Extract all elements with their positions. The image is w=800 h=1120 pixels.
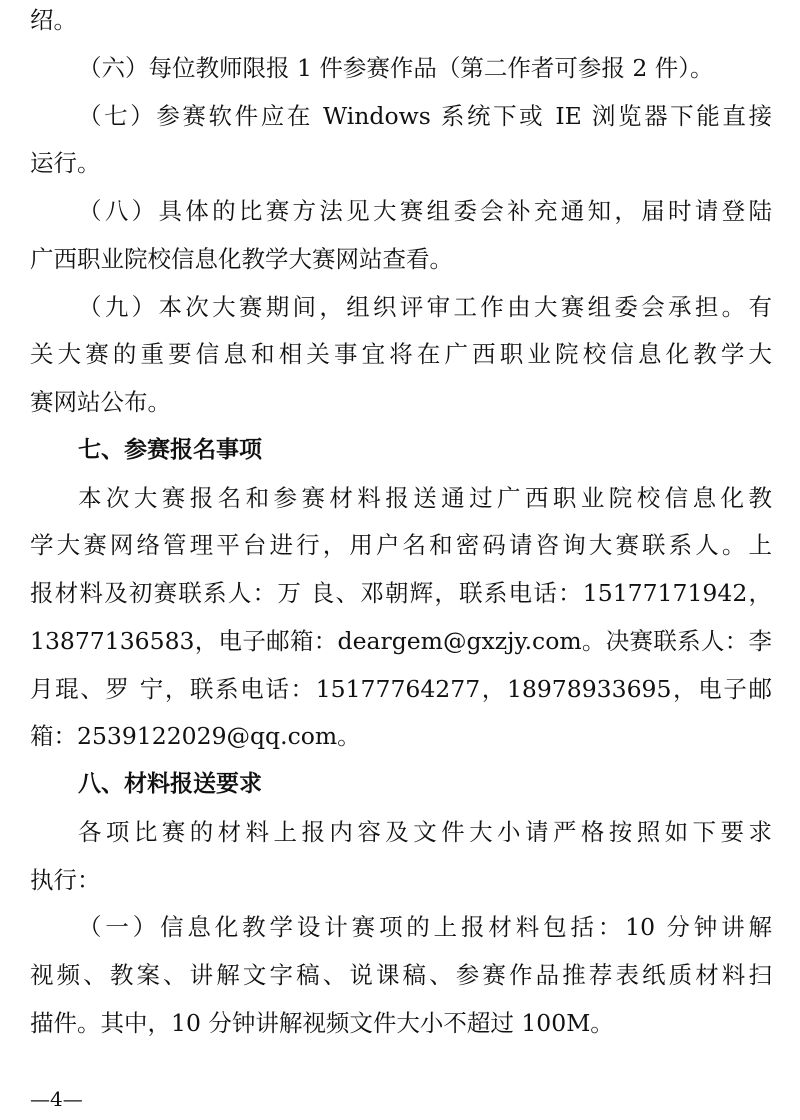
text-line: 视频、教案、讲解文字稿、说课稿、参赛作品推荐表纸质材料扫 bbox=[30, 961, 772, 989]
text-line: 报材料及初赛联系人：万 良、邓朝辉，联系电话：15177171942， bbox=[30, 579, 772, 607]
page-number: —4— bbox=[30, 1087, 83, 1111]
text-line: （八）具体的比赛方法见大赛组委会补充通知，届时请登陆 bbox=[78, 197, 772, 225]
text-line: 本次大赛报名和参赛材料报送通过广西职业院校信息化教 bbox=[78, 484, 772, 512]
text-line: （九）本次大赛期间，组织评审工作由大赛组委会承担。有 bbox=[78, 293, 772, 321]
text-line: 13877136583，电子邮箱：deargem@gxzjy.com。决赛联系人：李 bbox=[30, 627, 772, 655]
text-line: 描件。其中，10 分钟讲解视频文件大小不超过 100M。 bbox=[30, 1009, 614, 1037]
text-line: 关大赛的重要信息和相关事宜将在广西职业院校信息化教学大 bbox=[30, 340, 772, 368]
text-line: 运行。 bbox=[30, 149, 101, 177]
text-line: 广西职业院校信息化教学大赛网站查看。 bbox=[30, 245, 453, 273]
text-line: 绍。 bbox=[30, 6, 77, 34]
text-line: 箱：2539122029@qq.com。 bbox=[30, 722, 361, 750]
text-line: 各项比赛的材料上报内容及文件大小请严格按照如下要求 bbox=[78, 818, 772, 846]
text-line: 月琨、罗 宁，联系电话：15177764277，18978933695，电子邮 bbox=[30, 675, 772, 703]
text-line: （六）每位教师限报 1 件参赛作品（第二作者可参报 2 件）。 bbox=[78, 54, 714, 82]
text-line: （一）信息化教学设计赛项的上报材料包括：10 分钟讲解 bbox=[78, 913, 772, 941]
text-line: 赛网站公布。 bbox=[30, 388, 171, 416]
section-heading: 八、材料报送要求 bbox=[78, 771, 262, 797]
text-line: （七）参赛软件应在 Windows 系统下或 IE 浏览器下能直接 bbox=[78, 102, 772, 130]
text-line: 执行： bbox=[30, 866, 101, 894]
section-heading: 七、参赛报名事项 bbox=[78, 437, 262, 463]
text-line: 学大赛网络管理平台进行，用户名和密码请咨询大赛联系人。上 bbox=[30, 531, 772, 559]
